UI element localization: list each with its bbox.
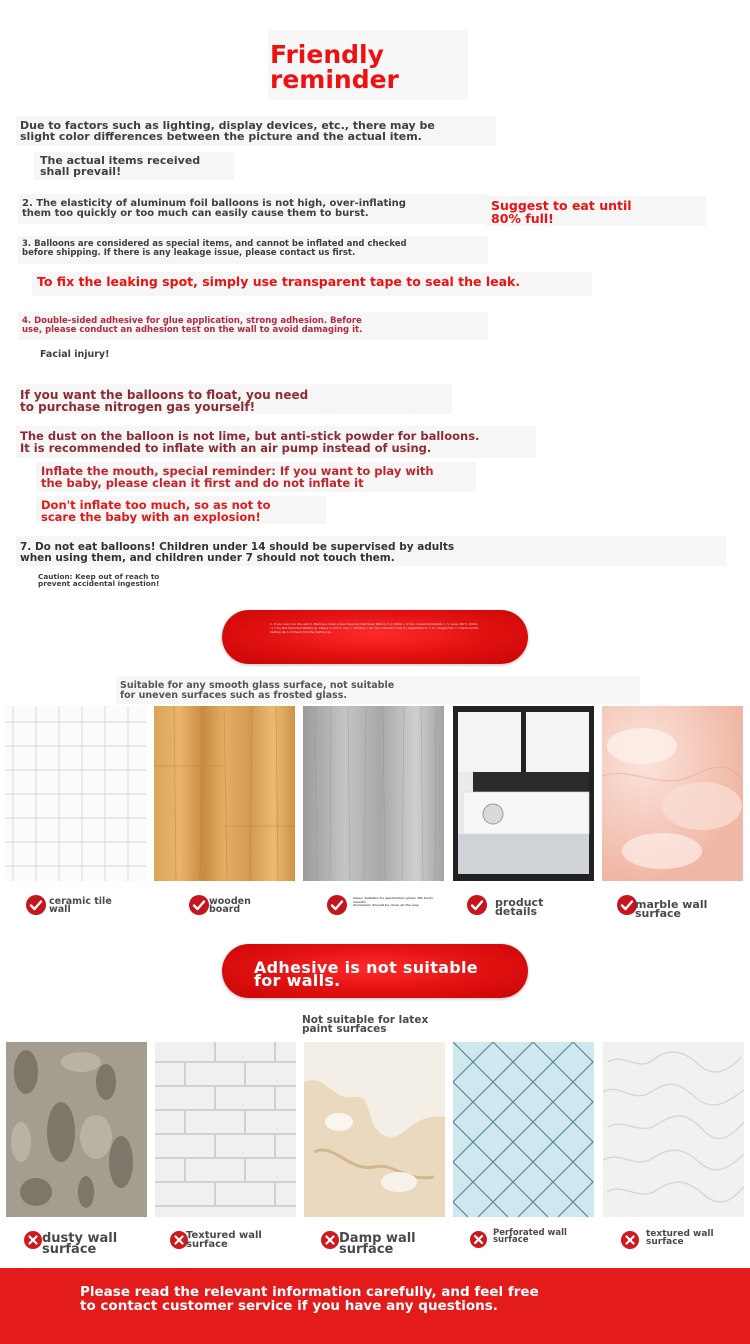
wooden-board-image	[154, 706, 295, 881]
check-circle-icon	[189, 895, 209, 915]
note-do-not-eat: 7. Do not eat balloons! Children under 14 should be supervised by adults when using them, and children under 7 should not touch them.	[20, 541, 455, 564]
note-double-sided: 4. Double-sided adhesive for glue application, strong adhesion. Before use, please conduct an adhesion test on the wall to avoid damaging it.	[22, 316, 363, 335]
not-suitable-banner	[222, 944, 528, 998]
unsuitable-note: Not suitable for latex paint surfaces	[302, 1014, 429, 1036]
note-dont-inflate: Don't inflate too much, so as not to scare the baby with an explosion!	[41, 498, 271, 524]
brushed-metal-image	[303, 706, 444, 881]
ceramic-tile-image	[5, 706, 146, 881]
suitable-label-product: product details	[495, 896, 544, 919]
damp-wall-image	[304, 1042, 445, 1217]
check-circle-icon	[467, 895, 487, 915]
footer-text: Please read the relevant information carefully, and feel free to contact customer service if you have any questions.	[80, 1284, 539, 1314]
x-circle-icon	[321, 1231, 339, 1249]
check-circle-icon	[26, 895, 46, 915]
dusty-wall-image	[6, 1042, 147, 1217]
suitable-label-wooden: wooden board	[209, 896, 251, 916]
note-elasticity: 2. The elasticity of aluminum foil balloons is not high, over-inflating them too quickly or too much can easily cause them to burst.	[22, 198, 406, 220]
note-dust: The dust on the balloon is not lime, but anti-stick powder for balloons. It is recommended to inflate with an air pump instead of using.	[20, 429, 480, 455]
unsuitable-label-damp: Damp wall surface	[339, 1231, 416, 1258]
note-inflate-mouth: Inflate the mouth, special reminder: If you want to play with the baby, please clean it first and do not inflate it	[41, 464, 434, 490]
suitable-label-ceramic: ceramic tile wall	[49, 896, 112, 916]
page-title: Friendly reminder	[270, 40, 399, 94]
x-circle-icon	[621, 1231, 639, 1249]
marble-image	[602, 706, 743, 881]
not-suitable-banner-text: Adhesive is not suitable for walls.	[254, 958, 478, 991]
note-special-items: 3. Balloons are considered as special items, and cannot be inflated and checked before shipping. If there is any leakage issue, please contact us first.	[22, 239, 407, 258]
brick-wall-image	[155, 1042, 296, 1217]
mesh-glass-image	[453, 1042, 594, 1217]
unsuitable-label-textured-2: textured wall surface	[646, 1229, 714, 1247]
note-facial-injury: Facial injury!	[40, 349, 110, 360]
x-circle-icon	[24, 1231, 42, 1249]
instructions-banner	[222, 610, 528, 664]
note-nitrogen: If you want the balloons to float, you need to purchase nitrogen gas yourself!	[20, 388, 309, 415]
suitable-label-glass: Glass: Suitable for application (glass: fits best) smooth Aluminum: Should be clean all the way	[353, 896, 433, 908]
suitable-label-marble: marble wall surface	[635, 898, 708, 921]
textured-wall-image	[603, 1042, 744, 1217]
x-circle-icon	[470, 1231, 487, 1248]
footer-banner	[0, 1268, 750, 1344]
check-circle-icon	[617, 895, 637, 915]
unsuitable-label-textured-1: Textured wall surface	[186, 1230, 262, 1250]
note-suggest: Suggest to eat until 80% full!	[491, 198, 632, 226]
glass-door-kitchen-image	[453, 706, 594, 881]
instructions-banner-text: 1. If you use it on the wall 2. Making a clean (clean Special) test Need Before 3. It (Note 1. If Can Cause Paint/walls 1. 5. Give, Put 5. (Note I.) 7.Do Not Intended Wall(S) 9). Please 5. Put 5. Use 7. Children 7.Do Not Intended Only 8.) Applicable to 7.11. Single Free 7.1 Removal No Setting Up 1.9 Check Into the Setting Up.	[270, 622, 479, 634]
unsuitable-label-perforated: Perforated wall surface	[493, 1228, 567, 1246]
check-circle-icon	[327, 895, 347, 915]
note-caution: Caution: Keep out of reach to prevent accidental ingestion!	[38, 572, 160, 589]
suitable-note: Suitable for any smooth glass surface, not suitable for uneven surfaces such as frosted glass.	[120, 680, 395, 701]
note-fix-leak: To fix the leaking spot, simply use transparent tape to seal the leak.	[37, 274, 521, 289]
note-color-difference: Due to factors such as lighting, display devices, etc., there may be slight color differences between the picture and the actual item.	[20, 119, 435, 144]
note-actual-items: The actual items received shall prevail!	[40, 154, 201, 179]
unsuitable-label-dusty: dusty wall surface	[42, 1231, 118, 1258]
